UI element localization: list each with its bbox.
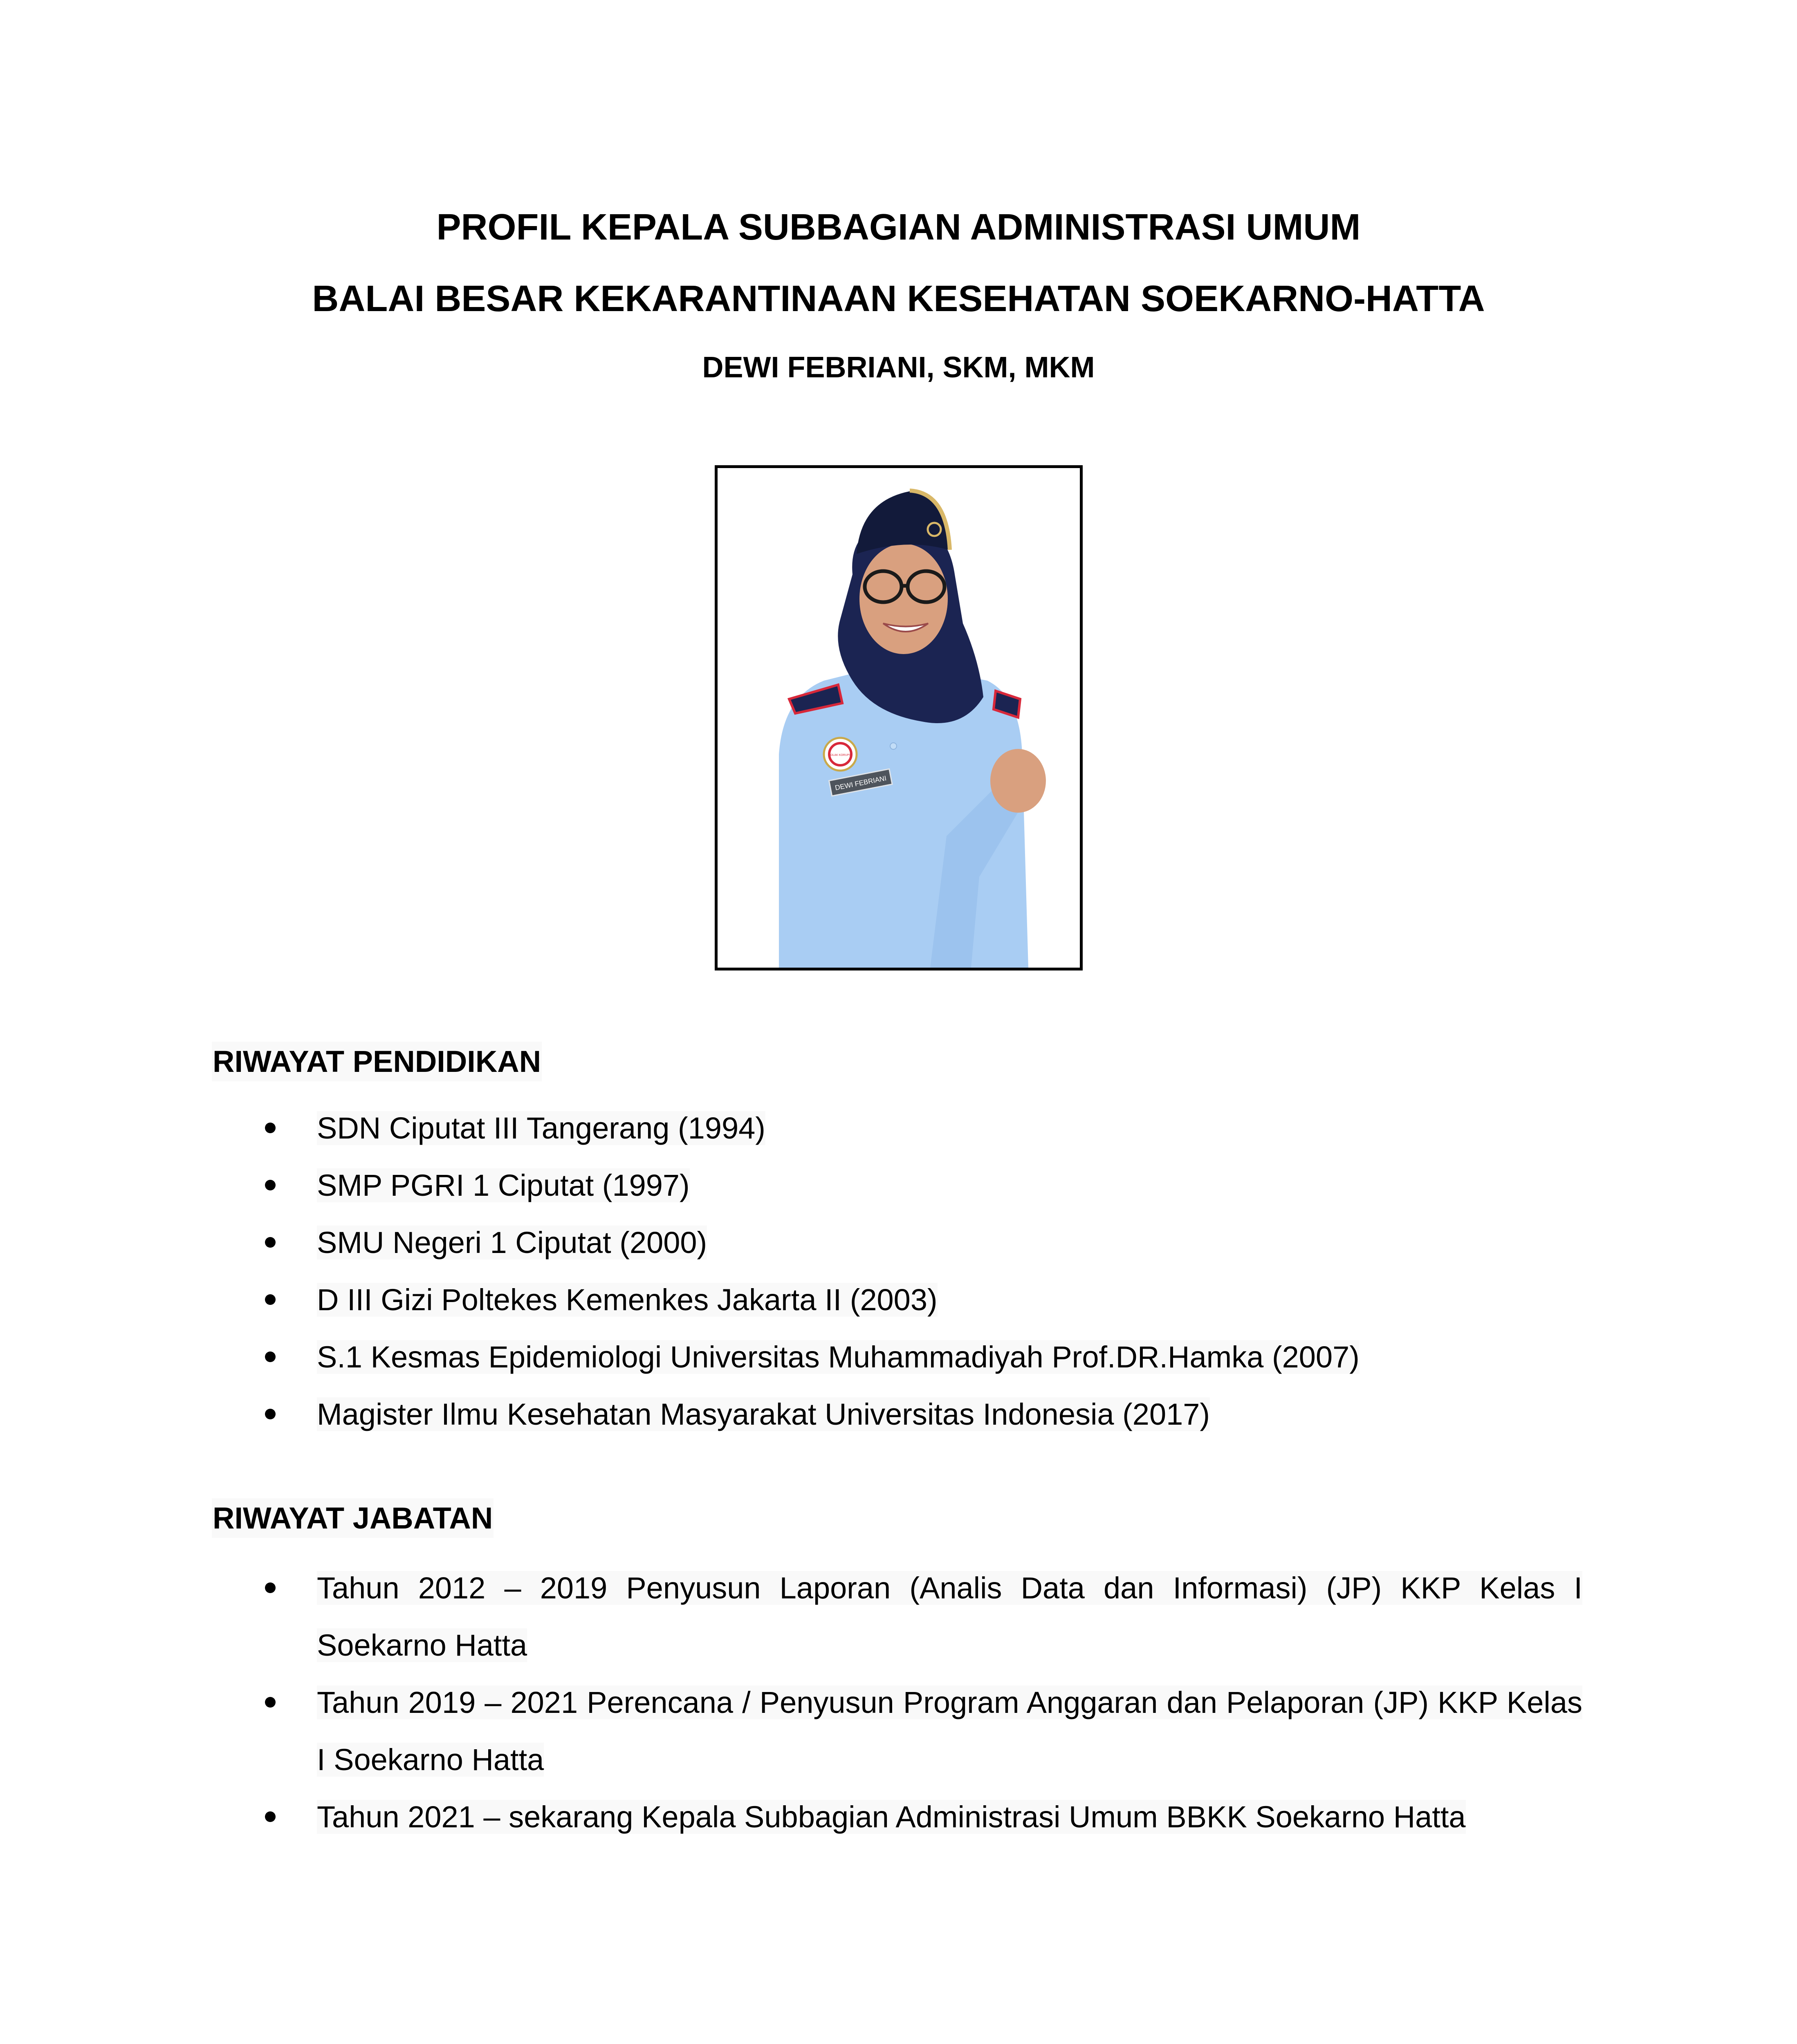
education-item-text: S.1 Kesmas Epidemiologi Universitas Muhammadiyah Prof.DR.Hamka (2007) [317, 1340, 1360, 1374]
education-list [0, 1100, 1797, 1443]
portrait-illustration [718, 468, 1080, 968]
name-tag-text: DEWI FEBRIANI [834, 774, 887, 792]
education-item [0, 1386, 1797, 1443]
education-item [0, 1271, 1797, 1329]
bullet-icon [265, 1582, 276, 1593]
education-item [0, 1329, 1797, 1386]
bullet-icon [265, 1697, 276, 1708]
positions-heading: RIWAYAT JABATAN [212, 1498, 494, 1538]
position-item-text: Tahun 2012 – 2019 Penyusun Laporan (Analis Data dan Informasi) (JP) KKP Kelas I Soekarno Hatta [317, 1571, 1582, 1662]
education-item-text: D III Gizi Poltekes Kemenkes Jakarta II (2003) [317, 1283, 938, 1317]
bullet-icon [265, 1351, 276, 1362]
position-item [0, 1560, 1797, 1674]
bullet-icon [265, 1237, 276, 1248]
document-title: PROFIL KEPALA SUBBAGIAN ADMINISTRASI UMUM [436, 207, 1361, 248]
bullet-icon [265, 1180, 276, 1190]
position-item-text: Tahun 2021 – sekarang Kepala Subbagian Administrasi Umum BBKK Soekarno Hatta [317, 1800, 1466, 1834]
education-item [0, 1157, 1797, 1214]
position-item [0, 1674, 1797, 1788]
education-heading: RIWAYAT PENDIDIKAN [212, 1042, 542, 1081]
bullet-icon [265, 1811, 276, 1822]
education-item-text: Magister Ilmu Kesehatan Masyarakat Universitas Indonesia (2017) [317, 1397, 1210, 1431]
profile-photo [715, 465, 1083, 970]
education-item-text: SMU Negeri 1 Ciputat (2000) [317, 1226, 707, 1260]
positions-list [0, 1560, 1797, 1846]
person-name: DEWI FEBRIANI, SKM, MKM [702, 351, 1095, 384]
fist [990, 749, 1046, 813]
uniform-button [890, 743, 897, 749]
education-item-text: SDN Ciputat III Tangerang (1994) [317, 1111, 765, 1145]
education-item [0, 1100, 1797, 1157]
bullet-icon [265, 1409, 276, 1419]
education-item [0, 1214, 1797, 1271]
position-item-text: Tahun 2019 – 2021 Perencana / Penyusun Program Anggaran dan Pelaporan (JP) KKP Kelas I Soekarno Hatta [317, 1685, 1582, 1777]
bullet-icon [265, 1294, 276, 1305]
institution-name: BALAI BESAR KEKARANTINAAN KESEHATAN SOEKARNO-HATTA [312, 278, 1485, 319]
badge-text: TOLAK KORUPSI [828, 754, 852, 757]
bullet-icon [265, 1123, 276, 1133]
education-item-text: SMP PGRI 1 Ciputat (1997) [317, 1168, 690, 1202]
position-item [0, 1788, 1797, 1846]
